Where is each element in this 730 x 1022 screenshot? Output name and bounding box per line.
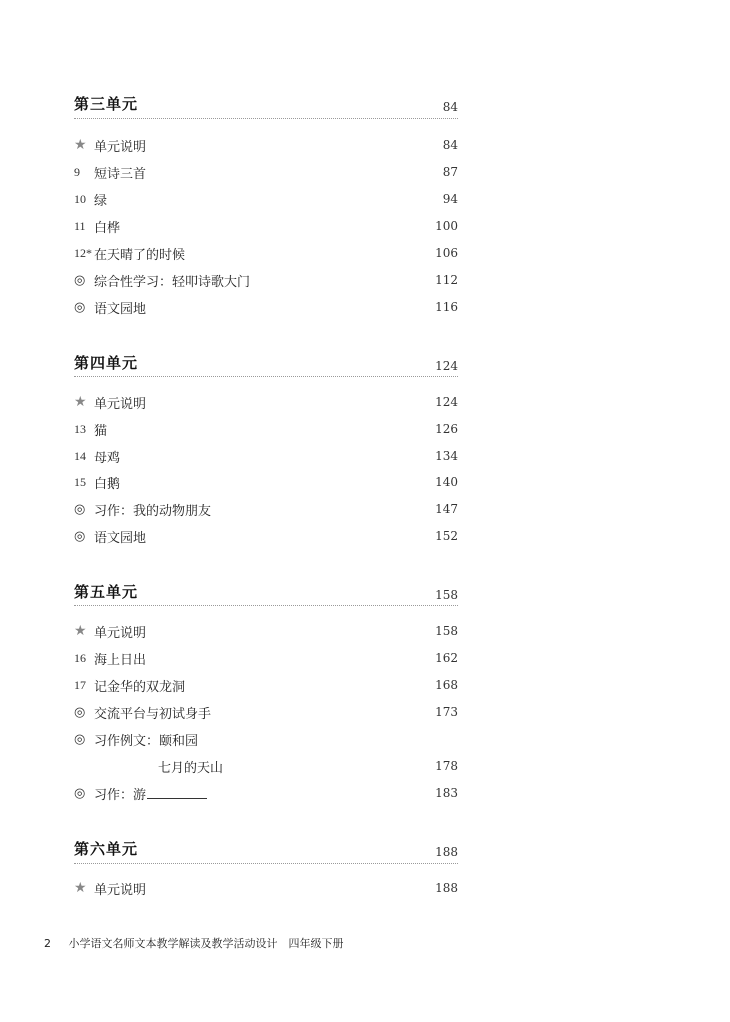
double-circle-icon: ◎ bbox=[74, 528, 86, 544]
entry-label: 单元说明 bbox=[94, 396, 147, 412]
entry-page: 188 bbox=[435, 881, 458, 895]
entry-page: 140 bbox=[435, 475, 458, 489]
dotted-divider bbox=[74, 605, 458, 606]
entry-label: 语文园地 bbox=[94, 530, 147, 546]
toc-entry bbox=[74, 500, 458, 518]
toc-entry bbox=[74, 703, 458, 721]
lesson-number: 9 bbox=[74, 164, 80, 179]
toc-entry bbox=[74, 420, 458, 438]
entry-label: 记金华的双龙洞 bbox=[94, 679, 186, 695]
entry-page: 134 bbox=[435, 449, 458, 463]
toc-entry bbox=[74, 136, 458, 154]
fill-in-blank-line bbox=[147, 786, 207, 799]
unit-title: 第五单元 bbox=[74, 583, 139, 601]
entry-label: 习作：我的动物朋友 bbox=[94, 503, 212, 519]
lesson-number: 17 bbox=[74, 677, 86, 692]
entry-page: 112 bbox=[435, 273, 458, 287]
toc-entry bbox=[74, 298, 458, 316]
lesson-number: 11 bbox=[74, 218, 86, 233]
entry-label: 综合性学习：轻叩诗歌大门 bbox=[94, 274, 251, 290]
star-icon: ★ bbox=[74, 623, 87, 639]
toc-entry bbox=[74, 163, 458, 181]
entry-label: 习作例文：颐和园 bbox=[94, 733, 199, 749]
entry-page: 168 bbox=[435, 678, 458, 692]
entry-page: 87 bbox=[442, 165, 458, 179]
unit-title: 第六单元 bbox=[74, 840, 139, 858]
entry-page: 178 bbox=[435, 759, 458, 773]
unit-heading bbox=[74, 92, 458, 114]
lesson-number: 10 bbox=[74, 191, 86, 206]
star-icon: ★ bbox=[74, 137, 87, 153]
entry-label: 单元说明 bbox=[94, 882, 147, 898]
toc-entry bbox=[74, 676, 458, 694]
toc-entry bbox=[74, 784, 458, 802]
entry-label: 绿 bbox=[94, 193, 108, 209]
entry-page: 94 bbox=[442, 192, 458, 206]
unit-title: 第四单元 bbox=[74, 354, 139, 372]
footer-page-number: 2 bbox=[44, 937, 51, 950]
toc-entry bbox=[74, 730, 458, 748]
double-circle-icon: ◎ bbox=[74, 272, 86, 288]
entry-page: 147 bbox=[435, 502, 458, 516]
lesson-number: 13 bbox=[74, 421, 86, 436]
dotted-divider bbox=[74, 863, 458, 864]
entry-label: 白鹅 bbox=[94, 476, 121, 492]
entry-page: 116 bbox=[435, 300, 458, 314]
toc-entry bbox=[74, 447, 458, 465]
toc-entry bbox=[74, 527, 458, 545]
double-circle-icon: ◎ bbox=[74, 704, 86, 720]
unit-page-number: 188 bbox=[435, 845, 458, 859]
unit-page-number: 84 bbox=[442, 100, 458, 114]
toc-entry bbox=[74, 473, 458, 491]
entry-page: 162 bbox=[435, 651, 458, 665]
toc-entry bbox=[74, 190, 458, 208]
unit-page-number: 158 bbox=[435, 588, 458, 602]
unit-heading bbox=[74, 580, 458, 602]
double-circle-icon: ◎ bbox=[74, 299, 86, 315]
star-icon: ★ bbox=[74, 880, 87, 896]
toc-entry bbox=[74, 217, 458, 235]
entry-page: 152 bbox=[435, 529, 458, 543]
entry-label: 母鸡 bbox=[94, 450, 121, 466]
entry-label: 习作：游 bbox=[94, 784, 435, 803]
unit-page-number: 124 bbox=[435, 359, 458, 373]
entry-page: 126 bbox=[435, 422, 458, 436]
entry-label: 七月的天山 bbox=[158, 760, 224, 776]
unit-heading bbox=[74, 351, 458, 373]
lesson-number: 15 bbox=[74, 474, 86, 489]
entry-page: 124 bbox=[435, 395, 458, 409]
entry-label: 语文园地 bbox=[94, 301, 147, 317]
entry-label: 短诗三首 bbox=[94, 166, 147, 182]
page-footer bbox=[44, 935, 344, 951]
toc-sub-entry bbox=[74, 757, 458, 775]
lesson-number: 14 bbox=[74, 448, 86, 463]
toc-entry bbox=[74, 244, 458, 262]
double-circle-icon: ◎ bbox=[74, 731, 86, 747]
entry-label: 海上日出 bbox=[94, 652, 147, 668]
entry-label: 交流平台与初试身手 bbox=[94, 706, 212, 722]
dotted-divider bbox=[74, 118, 458, 119]
lesson-number: 16 bbox=[74, 650, 86, 665]
entry-label: 白桦 bbox=[94, 220, 121, 236]
dotted-divider bbox=[74, 376, 458, 377]
entry-page: 183 bbox=[435, 786, 458, 800]
toc-entry bbox=[74, 622, 458, 640]
unit-title: 第三单元 bbox=[74, 95, 139, 113]
double-circle-icon: ◎ bbox=[74, 501, 86, 517]
entry-label: 猫 bbox=[94, 423, 108, 439]
entry-page: 100 bbox=[435, 219, 458, 233]
double-circle-icon: ◎ bbox=[74, 785, 86, 801]
entry-label: 单元说明 bbox=[94, 625, 147, 641]
lesson-number: 12* bbox=[74, 245, 92, 260]
entry-page: 106 bbox=[435, 246, 458, 260]
entry-page: 158 bbox=[435, 624, 458, 638]
toc-entry bbox=[74, 879, 458, 897]
toc-entry bbox=[74, 393, 458, 411]
entry-label: 在天晴了的时候 bbox=[94, 247, 186, 263]
footer-book-title: 小学语文名师文本教学解读及教学活动设计 四年级下册 bbox=[68, 937, 344, 950]
star-icon: ★ bbox=[74, 394, 87, 410]
toc-entry bbox=[74, 271, 458, 289]
toc-entry bbox=[74, 649, 458, 667]
entry-page: 173 bbox=[435, 705, 458, 719]
unit-heading bbox=[74, 837, 458, 859]
entry-page: 84 bbox=[442, 138, 458, 152]
entry-label: 单元说明 bbox=[94, 139, 147, 155]
